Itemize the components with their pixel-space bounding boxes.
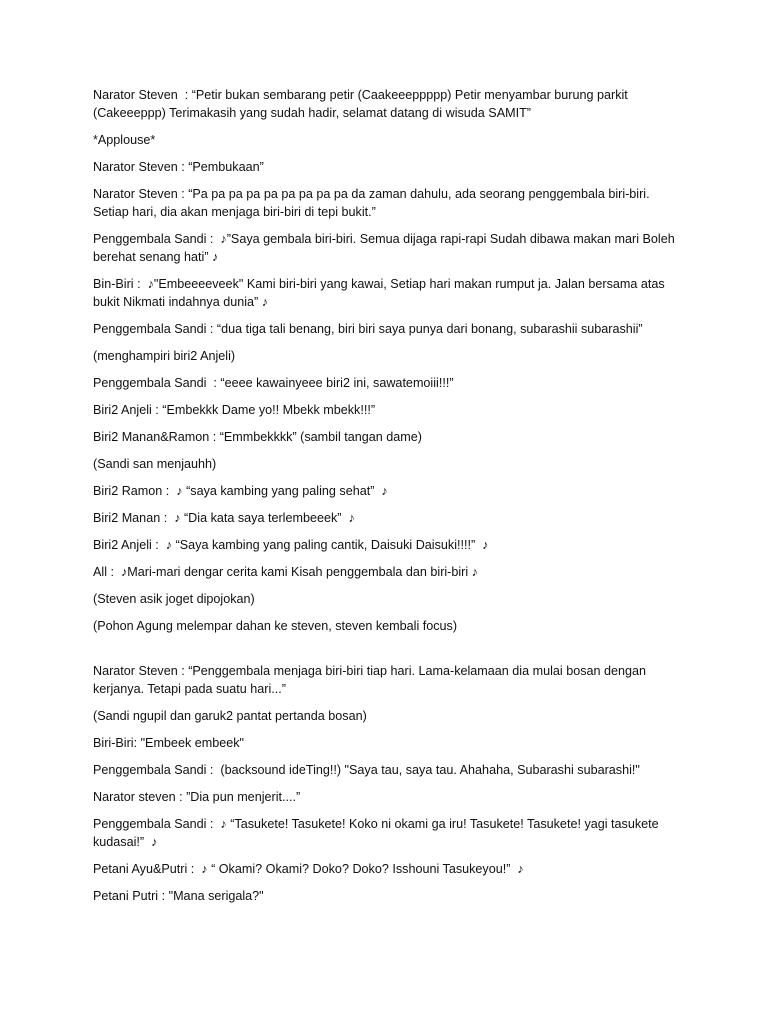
- paragraph: Narator Steven : “Petir bukan sembarang petir (Caakeeeppppp) Petir menyambar burung parkit (Cakeeeppp) Terimakasih yang sudah hadir, selamat datang di wisuda SAMIT”: [93, 88, 632, 120]
- paragraph: Penggembala Sandi : ♪ “Tasukete! Tasukete! Koko ni okami ga iru! Tasukete! Tasukete! yagi tasukete kudasai!” ♪: [93, 817, 663, 849]
- paragraph: (menghampiri biri2 Anjeli): [93, 349, 236, 363]
- paragraph: Biri2 Anjeli : ♪ “Saya kambing yang paling cantik, Daisuki Daisuki!!!!” ♪: [93, 538, 489, 552]
- paragraph: Penggembala Sandi : “dua tiga tali benang, biri biri saya punya dari bonang, subarashii subarashii”: [93, 322, 643, 336]
- paragraph: Biri2 Manan : ♪ “Dia kata saya terlembeeek” ♪: [93, 511, 355, 525]
- paragraph: Penggembala Sandi : “eeee kawainyeee biri2 ini, sawatemoiii!!!”: [93, 376, 454, 390]
- paragraph: Narator Steven : “Pa pa pa pa pa pa pa pa pa da zaman dahulu, ada seorang penggembala biri-biri. Setiap hari, dia akan menjaga biri-biri di tepi bukit.”: [93, 187, 654, 219]
- paragraph: Narator steven : ”Dia pun menjerit....”: [93, 790, 301, 804]
- paragraph: Penggembala Sandi : ♪”Saya gembala biri-biri. Semua dijaga rapi-rapi Sudah dibawa makan mari Boleh berehat senang hati” ♪: [93, 232, 679, 264]
- paragraph: Petani Putri : "Mana serigala?": [93, 889, 264, 903]
- paragraph: (Steven asik joget dipojokan): [93, 592, 255, 606]
- paragraph: Petani Ayu&Putri : ♪ “ Okami? Okami? Doko? Doko? Isshouni Tasukeyou!” ♪: [93, 862, 524, 876]
- paragraph: Biri2 Ramon : ♪ “saya kambing yang paling sehat” ♪: [93, 484, 388, 498]
- paragraph: *Applouse*: [93, 133, 156, 147]
- paragraph: (Sandi ngupil dan garuk2 pantat pertanda bosan): [93, 709, 367, 723]
- paragraph: Bin-Biri : ♪"Embeeeeveek" Kami biri-biri yang kawai, Setiap hari makan rumput ja. Jalan bersama atas bukit Nikmati indahnya dunia” ♪: [93, 277, 669, 309]
- paragraph: Penggembala Sandi : (backsound ideTing!!) "Saya tau, saya tau. Ahahaha, Subarashi subarashi!": [93, 763, 640, 777]
- paragraph: Narator Steven : “Pembukaan”: [93, 160, 264, 174]
- paragraph: Biri2 Manan&Ramon : “Emmbekkkk” (sambil tangan dame): [93, 430, 422, 444]
- paragraph: (Pohon Agung melempar dahan ke steven, steven kembali focus): [93, 619, 458, 633]
- paragraph: (Sandi san menjauhh): [93, 457, 217, 471]
- paragraph: Narator Steven : “Penggembala menjaga biri-biri tiap hari. Lama-kelamaan dia mulai bosan dengan kerjanya. Tetapi pada suatu hari...”: [93, 664, 650, 696]
- paragraph: All : ♪Mari-mari dengar cerita kami Kisah penggembala dan biri-biri ♪: [93, 565, 478, 579]
- paragraph: Biri-Biri: "Embeek embeek": [93, 736, 245, 750]
- paragraph: Biri2 Anjeli : “Embekkk Dame yo!! Mbekk mbekk!!!”: [93, 403, 376, 417]
- script-body: [93, 86, 683, 914]
